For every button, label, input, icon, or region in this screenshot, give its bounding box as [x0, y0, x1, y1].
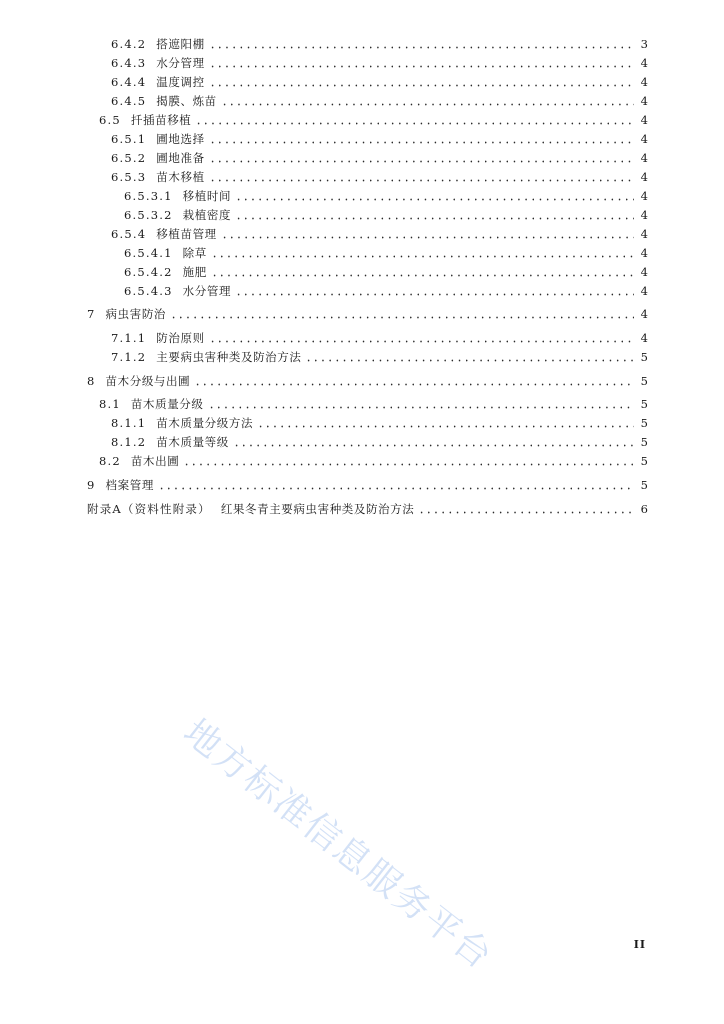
- dot-leader: [209, 329, 634, 348]
- toc-entry[interactable]: [124, 187, 648, 206]
- toc-entry-number: 附录A（资料性附录）: [87, 502, 211, 516]
- toc-entry-page: 5: [640, 374, 648, 388]
- toc-entry[interactable]: [111, 348, 648, 367]
- dot-leader: [233, 433, 634, 452]
- dot-leader: [211, 244, 634, 263]
- toc-entry[interactable]: [87, 305, 648, 324]
- toc-entry-number: 6.5.4.3: [124, 284, 173, 298]
- toc-entry-page: 4: [640, 208, 648, 222]
- toc-entry-number: 6.5.4.2: [124, 265, 173, 279]
- toc-entry-page: 4: [640, 75, 648, 89]
- toc-entry-title: 主要病虫害种类及防治方法: [156, 350, 302, 364]
- toc-entry-title: 病虫害防治: [105, 307, 167, 321]
- toc-entry-page: 4: [640, 132, 648, 146]
- toc-entry-page: 5: [640, 397, 648, 411]
- toc-entry-page: 3: [640, 37, 648, 51]
- toc-entry[interactable]: [111, 73, 648, 92]
- toc-entry-page: 5: [640, 350, 648, 364]
- dot-leader: [221, 225, 634, 244]
- toc-entry-title: 除草: [182, 246, 207, 260]
- dot-leader: [170, 305, 634, 324]
- dot-leader: [221, 92, 634, 111]
- toc-entry-number: 6.4.3: [111, 56, 147, 70]
- toc-entry[interactable]: [99, 452, 648, 471]
- toc-entry-page: 4: [640, 284, 648, 298]
- toc-entry-title: 苗木移植: [156, 170, 205, 184]
- toc-entry-page: 5: [640, 454, 648, 468]
- toc-entry-page: 4: [640, 246, 648, 260]
- toc-entry-title: 施肥: [182, 265, 207, 279]
- toc-entry[interactable]: [87, 476, 648, 495]
- dot-leader: [418, 500, 634, 519]
- toc-entry[interactable]: [124, 244, 648, 263]
- dot-leader: [195, 111, 634, 130]
- toc-entry-page: 4: [640, 113, 648, 127]
- toc-entry-title: 水分管理: [182, 284, 232, 298]
- toc-entry-number: 6.5: [99, 113, 121, 127]
- toc-entry-number: 6.5.4.1: [124, 246, 173, 260]
- watermark-text: 地方标准信息服务平台: [175, 711, 501, 978]
- toc-entry-number: 6.5.2: [111, 151, 147, 165]
- page-number: II: [633, 938, 646, 951]
- toc-entry-number: 8.1.1: [111, 416, 147, 430]
- toc-entry-title: 防治原则: [156, 331, 205, 345]
- toc-entry-title: 移植苗管理: [156, 227, 217, 241]
- toc-entry-title: 苗木分级与出圃: [105, 374, 191, 388]
- toc-entry-title: 移植时间: [182, 189, 232, 203]
- toc-entry-page: 5: [640, 416, 648, 430]
- toc-entry[interactable]: [124, 282, 648, 301]
- dot-leader: [235, 206, 634, 225]
- toc-entry-title: 扦插苗移植: [130, 113, 192, 127]
- toc-entry-title: 苗木质量分级: [130, 397, 204, 411]
- toc-entry[interactable]: [87, 500, 648, 519]
- dot-leader: [257, 414, 634, 433]
- toc-entry-page: 4: [640, 189, 648, 203]
- toc-entry-title: 档案管理: [105, 478, 154, 492]
- toc-entry[interactable]: [111, 92, 648, 111]
- dot-leader: [208, 395, 635, 414]
- toc-entry-number: 6.5.3.1: [124, 189, 173, 203]
- toc-entry-page: 4: [640, 94, 648, 108]
- toc-entry-number: 9: [87, 478, 96, 492]
- toc-entry-number: 6.5.3: [111, 170, 147, 184]
- toc-entry-number: 6.5.3.2: [124, 208, 173, 222]
- toc-entry[interactable]: [111, 225, 648, 244]
- dot-leader: [209, 168, 634, 187]
- toc-entry-title: 苗木质量分级方法: [156, 416, 254, 430]
- toc-entry-page: 6: [640, 502, 648, 516]
- toc-entry-page: 4: [640, 170, 648, 184]
- toc-entry-page: 4: [640, 307, 648, 321]
- toc-entry[interactable]: [99, 395, 648, 414]
- dot-leader: [158, 476, 634, 495]
- toc-entry[interactable]: [111, 130, 648, 149]
- toc-entry-title: 苗木出圃: [130, 454, 180, 468]
- toc-entry-title: 温度调控: [156, 75, 205, 89]
- toc-entry-number: 7.1.1: [111, 331, 147, 345]
- toc-entry-page: 4: [640, 151, 648, 165]
- dot-leader: [209, 35, 634, 54]
- toc-entry-number: 6.5.1: [111, 132, 147, 146]
- toc-entry[interactable]: [99, 111, 648, 130]
- toc-entry[interactable]: [111, 168, 648, 187]
- toc-entry-page: 5: [640, 435, 648, 449]
- toc-entry[interactable]: [111, 54, 648, 73]
- toc-entry-title: 圃地准备: [156, 151, 205, 165]
- toc-entry-number: 8.2: [99, 454, 121, 468]
- toc-entry[interactable]: [111, 149, 648, 168]
- toc-entry-number: 7: [87, 307, 96, 321]
- toc-entry-title: 水分管理: [156, 56, 205, 70]
- toc-entry-page: 5: [640, 478, 648, 492]
- dot-leader: [235, 187, 634, 206]
- toc-entry-page: 4: [640, 227, 648, 241]
- toc-entry-number: 8.1.2: [111, 435, 147, 449]
- toc-entry-page: 4: [640, 265, 648, 279]
- toc-entry[interactable]: [111, 414, 648, 433]
- toc-entry-number: 6.4.5: [111, 94, 147, 108]
- toc-entry-title: 揭膜、炼苗: [156, 94, 217, 108]
- toc-entry-title: 搭遮阳棚: [156, 37, 205, 51]
- toc-entry-number: 8: [87, 374, 96, 388]
- toc-entry-number: 7.1.2: [111, 350, 147, 364]
- dot-leader: [211, 263, 634, 282]
- dot-leader: [209, 149, 634, 168]
- toc-entry-page: 4: [640, 331, 648, 345]
- dot-leader: [209, 54, 634, 73]
- toc-entry-title: 栽植密度: [182, 208, 232, 222]
- toc-entry[interactable]: [111, 35, 648, 54]
- dot-leader: [209, 73, 634, 92]
- toc-entry-title: 红果冬青主要病虫害种类及防治方法: [220, 502, 415, 516]
- toc-entry-number: 6.4.2: [111, 37, 147, 51]
- toc-entry-page: 4: [640, 56, 648, 70]
- toc-entry-title: 圃地选择: [156, 132, 205, 146]
- dot-leader: [209, 130, 634, 149]
- toc-entry[interactable]: [87, 372, 648, 391]
- toc-entry[interactable]: [111, 433, 648, 452]
- dot-leader: [194, 372, 634, 391]
- toc-entry-title: 苗木质量等级: [156, 435, 229, 449]
- dot-leader: [305, 348, 634, 367]
- toc-entry-number: 6.5.4: [111, 227, 147, 241]
- toc-entry-number: 8.1: [99, 397, 121, 411]
- toc-entry-number: 6.4.4: [111, 75, 147, 89]
- toc-entry[interactable]: [124, 206, 648, 225]
- dot-leader: [235, 282, 634, 301]
- dot-leader: [183, 452, 634, 471]
- toc-entry[interactable]: [124, 263, 648, 282]
- toc-entry[interactable]: [111, 329, 648, 348]
